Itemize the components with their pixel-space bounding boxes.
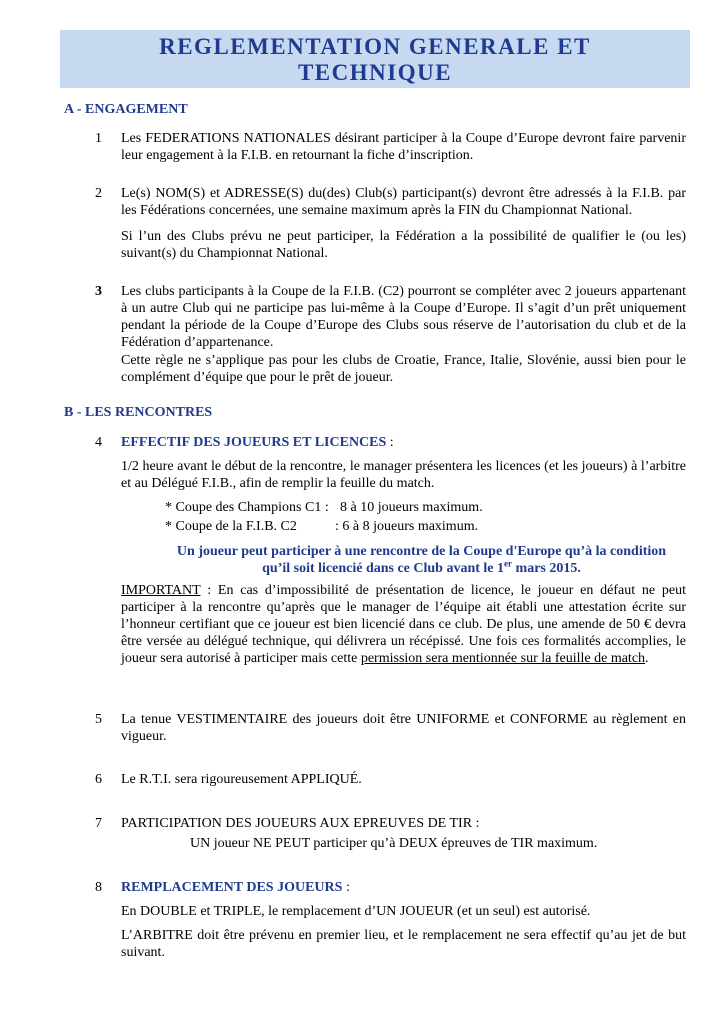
- section-heading-engagement: A - ENGAGEMENT: [64, 102, 188, 117]
- section-heading-rencontres: B - LES RENCONTRES: [64, 405, 213, 420]
- licence-note-line2b: mars 2015.: [512, 561, 581, 576]
- page-title-line2: TECHNIQUE: [297, 60, 453, 85]
- bullet-c1-label: * Coupe des Champions C1 :: [165, 500, 329, 515]
- bullet-c2-label: * Coupe de la F.I.B. C2: [165, 519, 297, 534]
- bullet-c1-value: 8 à 10 joueurs maximum.: [340, 500, 483, 515]
- licence-note-line2a: qu’il soit licencié dans ce Club avant le 1: [262, 561, 505, 576]
- item-4-heading: [121, 434, 686, 451]
- page-title: [60, 34, 690, 86]
- item-4-label: EFFECTIF DES JOUEURS ET LICENCES: [121, 435, 387, 450]
- item-number-4: 4: [95, 435, 102, 450]
- item-3-text-2: Cette règle ne s’applique pas pour les clubs de Croatie, France, Italie, Slovénie, aussi bien pour le complément d’équipe que pour le prêt de joueur.: [121, 353, 686, 385]
- item-8-label: REMPLACEMENT DES JOUEURS: [121, 880, 343, 895]
- item-8-text: En DOUBLE et TRIPLE, le remplacement d’UN JOUEUR (et un seul) est autorisé.: [121, 904, 591, 919]
- item-number-6: 6: [95, 772, 102, 787]
- page-title-line1: REGLEMENTATION GENERALE ET: [159, 34, 591, 59]
- item-number-8: 8: [95, 880, 102, 895]
- item-number-7: 7: [95, 816, 102, 831]
- item-number-5: 5: [95, 712, 102, 727]
- item-number-3: 3: [95, 284, 102, 299]
- item-number-2: 2: [95, 186, 102, 201]
- licence-note-line1: Un joueur peut participer à une rencontre de la Coupe d'Europe qu’à la condition: [176, 544, 667, 559]
- item-8-heading: [121, 879, 686, 896]
- item-8-label-suffix: :: [342, 880, 350, 895]
- item-7-text-2: UN joueur NE PEUT participer qu’à DEUX épreuves de TIR maximum.: [190, 836, 598, 851]
- licence-condition-note: [157, 543, 686, 577]
- important-paragraph: [121, 582, 686, 667]
- item-4-label-suffix: :: [386, 435, 394, 450]
- item-1-text: Les FEDERATIONS NATIONALES désirant participer à la Coupe d’Europe devront faire parvenir leur engagement à la F.I.B. en retournant la fiche d’inscription.: [121, 131, 686, 163]
- item-4-text: 1/2 heure avant le début de la rencontre, le manager présentera les licences (et les joueurs) à l’arbitre et au Délégué F.I.B., afin de remplir la feuille du match.: [121, 459, 686, 491]
- item-8-text-2: L’ARBITRE doit être prévenu en premier lieu, et le remplacement ne sera effectif qu’au jet de but suivant.: [121, 928, 686, 960]
- important-underlined: permission sera mentionnée sur la feuille de match: [360, 651, 646, 666]
- important-text: : En cas d’impossibilité de présentation de licence, le joueur en défaut ne peut participer à la rencontre qu’après que le manager de l’équipe ait établi une attestation écrite sur l’honneur certifiant que ce joueur est bien licencié dans ce club. De plus, une amende de 50 € devra être versée au délégué technique, qui délivrera un récépissé. Une fois ces formalités accomplies, le joueur sera autorisé à participer mais cette: [121, 583, 686, 666]
- important-label: IMPORTANT: [121, 583, 201, 598]
- item-6-text: Le R.T.I. sera rigoureusement APPLIQUÉ.: [121, 772, 362, 787]
- licence-note-sup: er: [504, 558, 513, 569]
- item-7-text: PARTICIPATION DES JOUEURS AUX EPREUVES DE TIR :: [121, 816, 480, 831]
- item-2-text-2: Si l’un des Clubs prévu ne peut participer, la Fédération a la possibilité de qualifier le (ou les) suivant(s) du Championnat National.: [121, 229, 686, 261]
- item-5-text: La tenue VESTIMENTAIRE des joueurs doit être UNIFORME et CONFORME au règlement en vigueur.: [121, 712, 686, 744]
- bullet-c2-value: : 6 à 8 joueurs maximum.: [335, 519, 479, 534]
- item-3-text: Les clubs participants à la Coupe de la F.I.B. (C2) pourront se compléter avec 2 joueurs appartenant à un autre Club qui ne participe pas lui-même à la Coupe d’Europe. Il s’agit d’un prêt uniquement pendant la période de la Coupe d’Europe des Clubs sous réserve de l’autorisation du club et de la Fédération d’appartenance.: [121, 284, 686, 350]
- item-number-1: 1: [95, 131, 102, 146]
- item-2-text: Le(s) NOM(S) et ADRESSE(S) du(des) Club(s) participant(s) devront être adressés à la F.I.B. par les Fédérations concernées, une semaine maximum après la FIN du Championnat National.: [121, 186, 686, 218]
- important-end: .: [645, 651, 649, 666]
